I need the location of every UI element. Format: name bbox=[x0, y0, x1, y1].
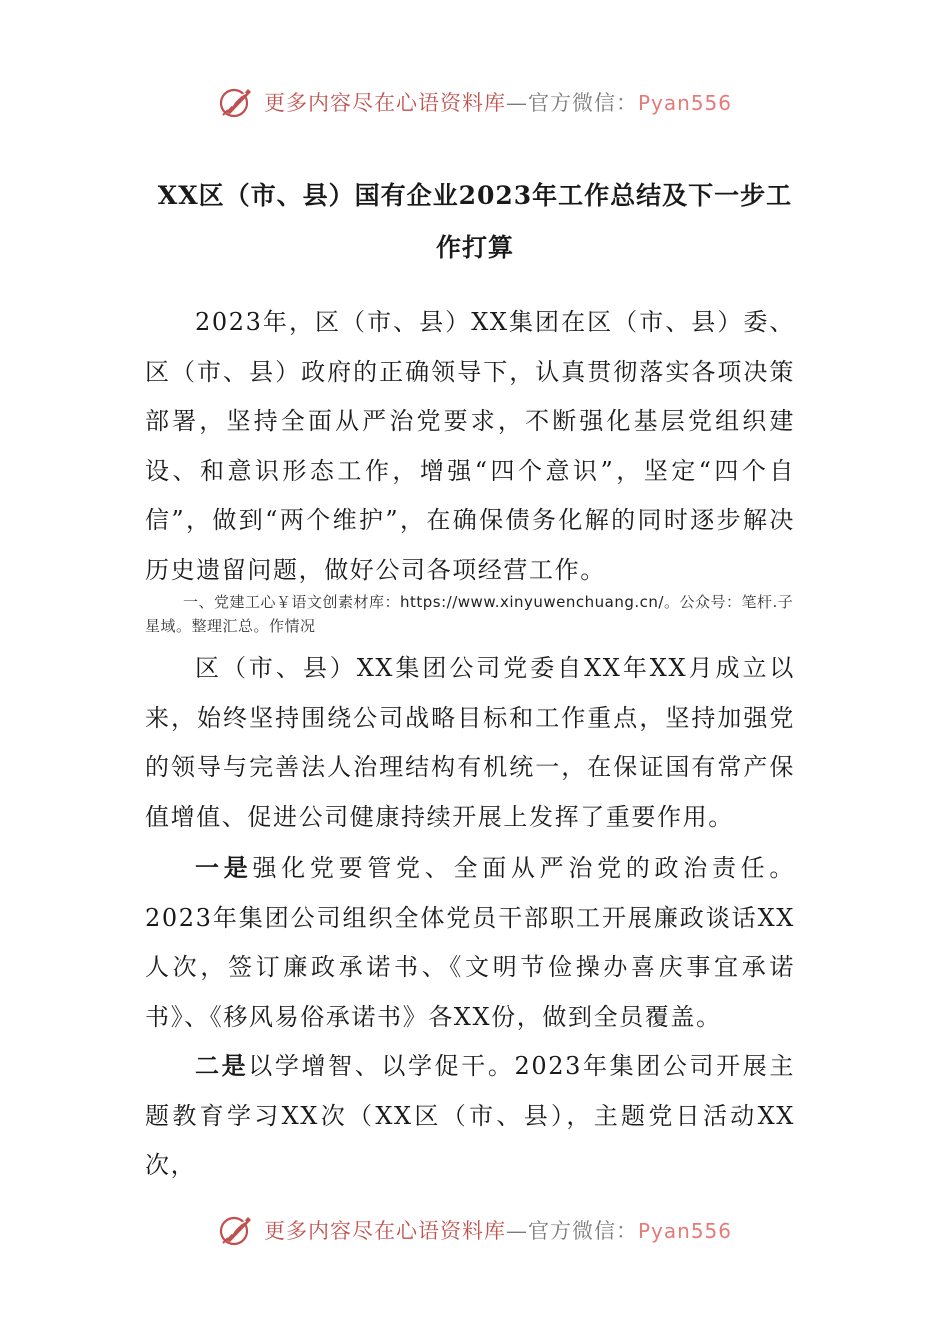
point-one-body: 强化党要管党、全面从严治党的政治责任。2023年集团公司组织全体党员干部职工开展廉政谈话XX人次，签订廉政承诺书、《文明节俭操办喜庆事宜承诺书》、《移风易俗承诺书》各XX份，做到全员覆盖。 bbox=[145, 854, 796, 1031]
banner-main-text: 更多内容尽在心语资料库 bbox=[263, 1219, 506, 1243]
banner-main-text: 更多内容尽在心语资料库 bbox=[263, 91, 506, 115]
banner-text bbox=[264, 87, 732, 117]
section-note bbox=[145, 590, 805, 638]
quill-logo-icon bbox=[218, 84, 254, 120]
header-banner bbox=[0, 80, 950, 124]
banner-separator-text: —官方微信： bbox=[505, 1219, 638, 1243]
banner-wechat-id: Pyan556 bbox=[637, 91, 732, 115]
banner-text bbox=[264, 1215, 732, 1245]
footer-banner bbox=[0, 1208, 950, 1252]
banner-separator-text: —官方微信： bbox=[505, 91, 638, 115]
note-suffix: 。公众号：笔杆.子星域。整理汇总。作情况 bbox=[145, 593, 794, 635]
paragraph-point-one bbox=[145, 843, 795, 1042]
quill-logo-icon bbox=[218, 1212, 254, 1248]
banner-wechat-id: Pyan556 bbox=[637, 1219, 732, 1243]
note-url: https://www.xinyuwenchuang.cn/ bbox=[400, 593, 664, 611]
document-title: XX区（市、县）国有企业2023年工作总结及下一步工作打算 bbox=[157, 181, 793, 262]
paragraph-party-committee: 区（市、县）XX集团公司党委自XX年XX月成立以来，始终坚持围绕公司战略目标和工作重点，坚持加强党的领导与完善法人治理结构有机统一，在保证国有常产保值增值、促进公司健康持续开展上发挥了重要作用。 bbox=[145, 654, 795, 831]
point-two-body: 以学增智、以学促干。2023年集团公司开展主题教育学习XX次（XX区（市、县），主题党日活动XX次， bbox=[145, 1052, 796, 1179]
paragraph-point-two bbox=[145, 1041, 795, 1191]
point-one-lead: 一是 bbox=[195, 853, 253, 882]
note-prefix: 一、党建工心￥语文创素材库： bbox=[183, 593, 401, 611]
point-two-lead: 二是 bbox=[195, 1051, 249, 1080]
intro-paragraph: 2023年，区（市、县）XX集团在区（市、县）委、区（市、县）政府的正确领导下，认真贯彻落实各项决策部署，坚持全面从严治党要求，不断强化基层党组织建设、和意识形态工作，增强“四个意识”，坚定“四个自信”，做到“两个维护”，在确保债务化解的同时逐步解决历史遗留问题，做好公司各项经营工作。 bbox=[145, 308, 795, 584]
